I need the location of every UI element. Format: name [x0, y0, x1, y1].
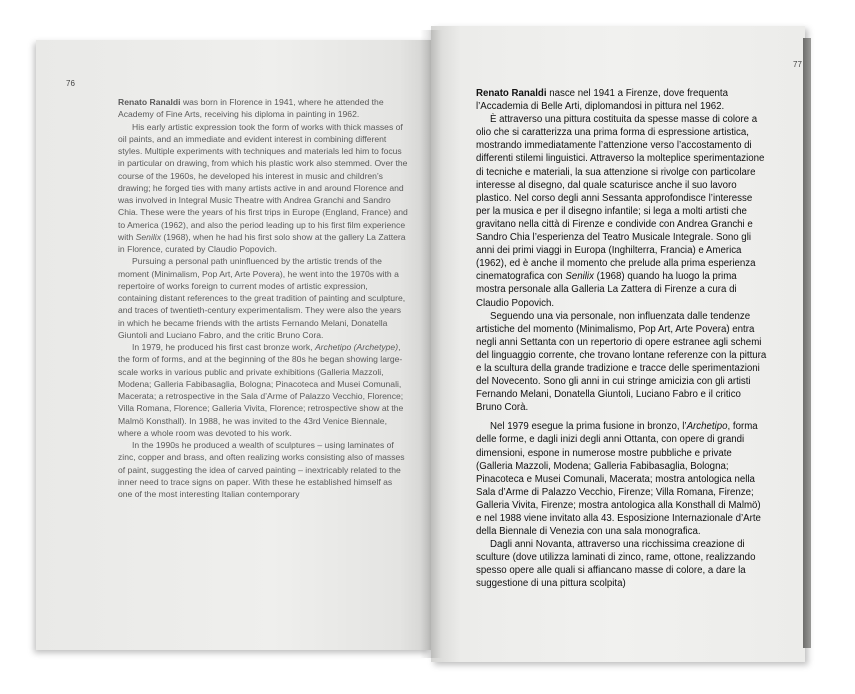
- paragraph: In 1979, he produced his first cast bronze work, Archetipo (Archetype), the form of forms, and at the beginning of the 80s he began showing large-scale works in various public and private exhibitions (Galleria Mazzoli, Modena; Galleria Fabibasaglia, Bologna; Pinacoteca and Musei Comunali, Macerata; a retrospective in the Sala d’Arme of Palazzo Vecchio, Florence; Villa Romana, Florence; Galleria Vivita, Florence; retrospective show at the Malmö Konsthall). In 1988, he was invited to the 43rd Venice Biennale, where a whole room was devoted to his work.: [118, 342, 404, 438]
- work-title: Senilix: [135, 231, 161, 242]
- work-title: Archetipo (Archetype): [314, 342, 399, 352]
- paragraph: Seguendo una via personale, non influenzata dalle tendenze artistiche del momento (Minimalismo, Pop Art, Arte Povera) entra negli anni Settanta con un repertorio di opere estranee agli schemi del linguaggio corrente, che trovano lontane referenze con la pittura e la scultura della grande tradizione e tracce delle sperimentazioni del Novecento. Sono gli anni in cui stringe amicizia con gli artisti Fernando Melani, Donatella Giuntoli, Luciano Fabro e il critico Bruno Corà.: [476, 310, 767, 414]
- paragraph: Dagli anni Novanta, attraverso una ricchissima creazione di sculture (dove utilizza laminati di zinco, rame, ottone, realizzando spesso opere alle quali si affiancano masse di colore, a dare la suggestione di una pittura scolpita): [476, 539, 756, 590]
- paragraph: Renato Ranaldi nasce nel 1941 a Firenze, dove frequenta l’Accademia di Belle Arti, diplomandosi in pittura nel 1962.: [476, 88, 729, 113]
- author-name: Renato Ranaldi: [118, 97, 181, 107]
- paragraph: Nel 1979 esegue la prima fusione in bronzo, l’Archetipo, forma delle forme, e dagli inizi degli anni Ottanta, con opere di grandi dimensioni, espone in numerose mostre pubbliche e private (Galleria Mazzoli, Modena; Galleria Fabibasaglia, Bologna; Pinacoteca e Musei Comunali, Macerata; mostra antologica nella Sala d’Arme di Palazzo Vecchio, Firenze; Villa Romana, Firenze; Galleria Vivita, Firenze; mostra antologica alla Konsthall di Malmö) e nel 1988 viene invitato alla 43. Esposizione Internazionale d’Arte della Biennale di Venezia con una sala monografica.: [476, 421, 761, 538]
- work-title: Archetipo: [686, 421, 728, 433]
- right-page-number: 77: [793, 60, 802, 69]
- book-gutter: [420, 30, 442, 658]
- paragraph: In the 1990s he produced a wealth of sculptures – using laminates of zinc, copper and brass, and often realizing works consisting also of masses of paint, suggesting the idea of carved painting – inextricably related to the inner need to trace signs on paper. With these he established himself as one of the most interesting Italian contemporary: [118, 440, 405, 499]
- paragraph: His early artistic expression took the form of works with thick masses of oil paints, and an immediate and evident interest in combining different styles. Multiple experiments with techniques and materials led him to focus in particular on drawing, from which his plastic work also stemmed. Over the course of the 1960s, he developed his interest in music and children’s drawing; he forged ties with many artists active in and around Florence and was involved in Integral Music Theatre with Andrea Granchi and Sandro Chia. These were the years of his first trips in Europe (England, France) and to America (1962), and also the period leading up to his first film experience with Senilix (1968), when he had his first solo show at the gallery La Zattera in Florence, curated by Claudio Popovich.: [118, 121, 408, 254]
- left-page-number: 76: [66, 79, 75, 88]
- paragraph: Renato Ranaldi was born in Florence in 1941, where he attended the Academy of Fine Arts, receiving his diploma in painting in 1962.: [118, 97, 384, 120]
- author-name: Renato Ranaldi: [476, 88, 547, 99]
- paragraph: Pursuing a personal path uninfluenced by the artistic trends of the moment (Minimalism, Pop Art, Arte Povera), he went into the 1970s with a repertoire of works foreign to current modes of artistic expression, containing distant references to the great tradition of painting and sculpture, and traces of twentieth-century experimentalism. They were also the years in which he became friends with the artists Fernando Melani, Donatella Giuntoli and Luciano Fabro, and the critic Bruno Cora.: [118, 256, 406, 340]
- english-text-column: [118, 96, 408, 500]
- italian-text-column: [476, 87, 768, 591]
- book-cover-edge: [803, 38, 811, 648]
- paragraph: È attraverso una pittura costituita da spesse masse di colore a olio che si caratterizza una prima forma di espressione artistica, mostrando immediatamente l’attenzione verso l’accostamento di differenti stilemi linguistici. Attraverso la molteplice sperimentazione di tecniche e materiali, la sua attenzione si rivolge con particolare interesse al disegno, dal quale scaturisce anche il suo lavoro plastico. Nel corso degli anni Sessanta approfondisce l’interesse per la musica e per il disegno infantile; si lega a molti artisti che gravitano nella città di Firenze e condivide con Andrea Granchi e Sandro Chia l’esperienza del Teatro Musicale Integrale. Sono gli anni dei primi viaggi in Europa (Inghilterra, Francia) e America (1962), ed è anche il momento che prelude alla prima esperienza cinematografica con Senilix (1968) quando ha luogo la prima mostra personale alla Galleria La Zattera di Firenze a cura di Claudio Popovich.: [476, 114, 765, 309]
- work-title: Senilix: [565, 271, 594, 283]
